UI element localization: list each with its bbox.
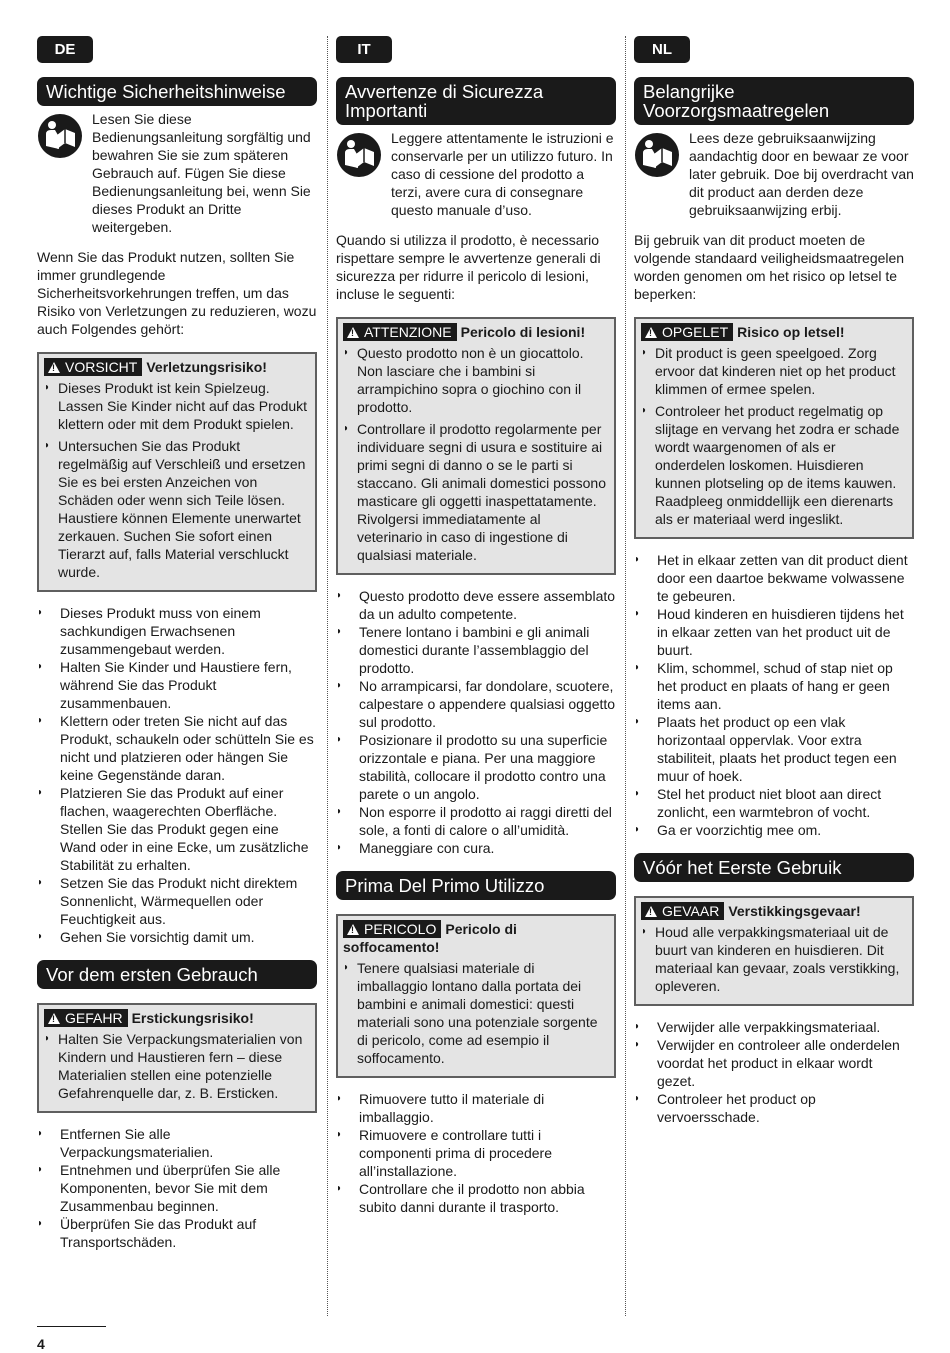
first-use-heading: Vóór het Eerste Gebruik [634,853,914,882]
list-item: ◗ Entfernen Sie alle Verpackungsmaterialien. [37,1125,317,1161]
warning-item: ◗ Halten Sie Verpackungsmaterialien von Kindern und Haustieren fern – diese Materialien stellen eine potenzielle Gefahrenquelle dar, z. B. Ersticken. [44,1030,308,1102]
list-item: ◗ Verwijder en controleer alle onderdelen voordat het product in elkaar wordt gezet. [634,1036,914,1090]
warning-box [634,896,914,1006]
column-nl [634,36,914,1126]
warning-triangle-icon [347,924,359,935]
list-item: ◗ Klettern oder treten Sie nicht auf das Produkt, schaukeln oder schütteln Sie es nicht und platzieren oder hängen Sie keine Gegenstände daran. [37,712,317,784]
warning-label: Pericolo di lesioni! [460,324,586,340]
warning-box [37,1003,317,1113]
read-manual-icon [634,132,680,178]
list-item: ◗ Controleer het product op vervoersschade. [634,1090,914,1126]
list-item: ◗ Het in elkaar zetten van dit product dient door een daartoe bekwame volwassene te gebeuren. [634,551,914,605]
general-safety-text: Wenn Sie das Produkt nutzen, sollten Sie immer grundlegende Sicherheitsvorkehrungen treffen, um das Risiko von Verletzungen zu reduzieren, wozu auch Folgendes gehört: [37,249,317,337]
warning-item: ◗ Untersuchen Sie das Produkt regelmäßig auf Verschleiß und ersetzen Sie es bei ersten Anzeichen von Schäden oder wenn sich Teile lösen. Haustiere können Elemente unerwartet zerkauen. Suchen Sie sofort einen Tierarzt auf, falls Material verschluckt wurde. [44,437,308,581]
warning-box [336,914,616,1078]
general-safety-text: Bij gebruik van dit product moeten de volgende standaard veiligheidsmaatregelen worden genomen om het risico op letsel te beperken: [634,232,905,302]
list-item: ◗ No arrampicarsi, far dondolare, scuotere, calpestare o appendere qualsiasi oggetto sul prodotto. [336,677,616,731]
list-item: ◗ Platzieren Sie das Produkt auf einer flachen, waagerechten Oberfläche. Stellen Sie das Produkt gegen eine Wand oder in eine Ecke, um zusätzliche Stabilität zu erhalten. [37,784,317,874]
list-item: ◗ Non esporre il prodotto ai raggi diretti del sole, a fonti di calore o all’umidità. [336,803,616,839]
bullet-list [336,1090,616,1216]
list-item: ◗ Posizionare il prodotto su una superficie orizzontale e piana. Per una maggiore stabilità, collocare il prodotto contro una parete o un angolo. [336,731,616,803]
intro-block [634,129,914,219]
warning-label: Pericolo di soffocamento! [343,921,517,955]
language-badge: IT [336,36,392,63]
read-manual-icon [37,113,83,159]
warning-item: ◗ Controllare il prodotto regolarmente per individuare segni di usura e sostituire ai primi segni di danno o se le parti si staccano. Gli animali domestici possono masticare gli oggetti inaspettatamente. Rivolgersi immediatamente al veterinario in caso di ingestione di qualsiasi materiale. [343,420,607,564]
bullet-list [37,604,317,946]
language-badge: DE [37,36,93,63]
language-badge: NL [634,36,690,63]
warning-label: Erstickungsrisiko! [131,1010,254,1026]
intro-block [37,110,317,236]
first-use-heading: Prima Del Primo Utilizzo [336,871,616,900]
warning-label: Risico op letsel! [737,324,845,340]
warning-item: ◗ Controleer het product regelmatig op slijtage en vervang het zodra er schade wordt waargenomen of als er onderdelen loskomen. Huisdieren kunnen plotseling op de items kauwen. Raadpleeg onmiddellijk een dierenarts als er materiaal werd ingeslikt. [641,402,905,528]
column-divider [327,36,328,1316]
list-item: ◗ Entnehmen und überprüfen Sie alle Komponenten, bevor Sie mit dem Zusammenbau beginnen. [37,1161,317,1215]
list-item: ◗ Plaats het product op een vlak horizontaal oppervlak. Voor extra stabiliteit, plaats het product tegen een muur of hoek. [634,713,914,785]
list-item: ◗ Questo prodotto deve essere assemblato da un adulto competente. [336,587,616,623]
warning-triangle-icon [645,327,657,338]
bullet-list [336,587,616,857]
first-use-heading: Vor dem ersten Gebrauch [37,960,317,989]
warning-tag: !PERICOLO [343,920,441,938]
column-it [336,36,616,1216]
list-item: ◗ Houd kinderen en huisdieren tijdens het in elkaar zetten van het product uit de buurt. [634,605,914,659]
list-item: ◗ Maneggiare con cura. [336,839,616,857]
list-item: ◗ Halten Sie Kinder und Haustiere fern, während Sie das Produkt zusammenbauen. [37,658,317,712]
warning-item: ◗ Dit product is geen speelgoed. Zorg ervoor dat kinderen niet op het product klimmen of ermee spelen. [641,344,905,398]
warning-tag: !VORSICHT [44,358,142,376]
intro-text: Lesen Sie diese Bedienungsanleitung sorgfältig und bewahren Sie sie zum späteren Gebrauch auf. Fügen Sie diese Bedienungsanleitung bei, wenn Sie dieses Produkt an Dritte weitergeben. [92,111,311,235]
warning-triangle-icon [347,327,359,338]
warning-triangle-icon [645,906,657,917]
column-divider [625,36,626,1316]
warning-tag: !OPGELET [641,323,733,341]
warning-box [37,352,317,592]
warning-label: Verletzungsrisiko! [146,359,267,375]
intro-text: Leggere attentamente le istruzioni e conservarle per un utilizzo futuro. In caso di cessione del prodotto a terzi, avere cura di consegnare questo manuale d’uso. [391,130,614,218]
list-item: ◗ Tenere lontano i bambini e gli animali domestici durante l’assemblaggio del prodotto. [336,623,616,677]
warning-box [336,317,616,575]
list-item: ◗ Überprüfen Sie das Produkt auf Transportschäden. [37,1215,317,1251]
warning-box [634,317,914,539]
warning-tag: !GEVAAR [641,902,724,920]
safety-heading: Wichtige Sicherheitshinweise [37,77,317,106]
page-number: 4 [37,1336,45,1352]
list-item: ◗ Ga er voorzichtig mee om. [634,821,914,839]
safety-heading: Belangrijke Voorzorgsmaatregelen [634,77,914,125]
list-item: ◗ Rimuovere e controllare tutti i componenti prima di procedere all’installazione. [336,1126,616,1180]
list-item: ◗ Dieses Produkt muss von einem sachkundigen Erwachsenen zusammengebaut werden. [37,604,317,658]
footer-rule [37,1326,106,1327]
list-item: ◗ Klim, schommel, schud of stap niet op het product en plaats of hang er geen items aan. [634,659,914,713]
warning-item: ◗ Dieses Produkt ist kein Spielzeug. Lassen Sie Kinder nicht auf das Produkt klettern oder mit dem Produkt spielen. [44,379,308,433]
bullet-list [634,551,914,839]
list-item: ◗ Setzen Sie das Produkt nicht direktem Sonnenlicht, Wärmequellen oder Feuchtigkeit aus. [37,874,317,928]
list-item: ◗ Gehen Sie vorsichtig damit um. [37,928,317,946]
warning-label: Verstikkingsgevaar! [728,903,861,919]
warning-tag: !GEFAHR [44,1009,128,1027]
list-item: ◗ Verwijder alle verpakkingsmateriaal. [634,1018,914,1036]
list-item: ◗ Controllare che il prodotto non abbia subito danni durante il trasporto. [336,1180,616,1216]
warning-triangle-icon [48,1013,60,1024]
safety-heading: Avvertenze di Sicurezza Importanti [336,77,616,125]
bullet-list [37,1125,317,1251]
bullet-list [634,1018,914,1126]
warning-item: ◗ Tenere qualsiasi materiale di imballaggio lontano dalla portata dei bambini e animali domestici: questi materiali sono una potenziale sorgente di pericolo, come ad esempio il soffocamento. [343,959,607,1067]
warning-tag: !ATTENZIONE [343,323,457,341]
list-item: ◗ Stel het product niet bloot aan direct zonlicht, een warmtebron of vocht. [634,785,914,821]
intro-text: Lees deze gebruiksaanwijzing aandachtig door en bewaar ze voor later gebruik. Doe bij overdracht van dit product aan derden deze gebruiksaanwijzing erbij. [689,130,914,218]
column-de [37,36,317,1251]
intro-block [336,129,616,219]
read-manual-icon [336,132,382,178]
list-item: ◗ Rimuovere tutto il materiale di imballaggio. [336,1090,616,1126]
warning-item: ◗ Questo prodotto non è un giocattolo. Non lasciare che i bambini si arrampichino sopra o giochino con il prodotto. [343,344,607,416]
warning-item: ◗ Houd alle verpakkingsmateriaal uit de buurt van kinderen en huisdieren. Dit materiaal kan gevaar, zoals verstikking, opleveren. [641,923,905,995]
general-safety-text: Quando si utilizza il prodotto, è necessario rispettare sempre le avvertenze generali di sicurezza per ridurre il pericolo di lesioni, incluse le seguenti: [336,232,601,302]
warning-triangle-icon [48,362,60,373]
